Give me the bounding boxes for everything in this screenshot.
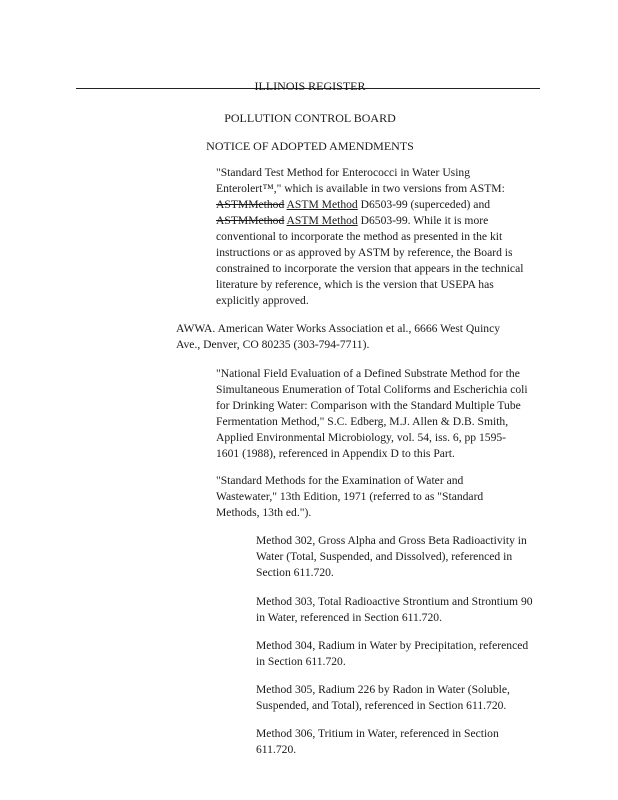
line-rest: D6503-99 (superceded) and [357,198,491,211]
para-line: conventional to incorporate the method as presented in the kit [216,230,503,243]
notice-title: NOTICE OF ADOPTED AMENDMENTS [206,139,414,153]
line-rest: D6503-99. While it is more [357,214,489,227]
para-line: for Drinking Water: Comparison with the Standard Multiple Tube [216,399,521,412]
para-line: Method 302, Gross Alpha and Gross Beta Radioactivity in [256,534,527,547]
para-line [216,197,490,213]
board-title: POLLUTION CONTROL BOARD [224,111,396,125]
para-line: in Section 611.720. [256,655,346,668]
para-line: "Standard Test Method for Enterococci in Water Using [216,166,471,179]
para-line: Suspended, and Total), referenced in Section 611.720. [256,699,507,712]
para-line: "Standard Methods for the Examination of Water and [216,474,464,487]
inserted-text: ASTM Method [286,198,358,211]
inserted-text: ASTM Method [286,214,358,227]
para-line: Method 304, Radium in Water by Precipitation, referenced [256,639,529,652]
para-line: Section 611.720. [256,566,334,579]
register-title: ILLINOIS REGISTER [254,79,366,93]
para-line: Applied Environmental Microbiology, vol. 54, iss. 6, pp 1595- [216,431,507,444]
para-line: Method 303, Total Radioactive Strontium and Strontium 90 [256,595,533,608]
para-line: Fermentation Method," S.C. Edberg, M.J. Allen & D.B. Smith, [216,415,509,428]
para-line: Enterolert™," which is available in two versions from ASTM: [216,182,505,195]
para-line: Method 306, Tritium in Water, referenced in Section [256,727,499,740]
para-line: Water (Total, Suspended, and Dissolved), referenced in [256,550,513,563]
para-line: Wastewater," 13th Edition, 1971 (referred to as "Standard [216,490,484,503]
para-line: literature by reference, which is the version that USEPA has [216,278,494,291]
para-line: AWWA. American Water Works Association et al., 6666 West Quincy [176,322,501,335]
para-line: Methods, 13th ed."). [216,506,312,519]
para-line: Simultaneous Enumeration of Total Coliforms and Escherichia coli [216,383,528,396]
para-line: explicitly approved. [216,294,309,307]
para-line: instructions or as approved by ASTM by reference, the Board is [216,246,513,259]
struck-text: ASTMMethod [216,214,285,227]
para-line: constrained to incorporate the version that appears in the technical [216,262,524,275]
para-line: 611.720. [256,743,297,756]
para-line: in Water, referenced in Section 611.720. [256,611,442,624]
para-line: Method 305, Radium 226 by Radon in Water (Soluble, [256,683,510,696]
para-line [216,213,488,229]
para-line: Ave., Denver, CO 80235 (303-794-7711). [176,338,370,351]
para-line: "National Field Evaluation of a Defined Substrate Method for the [216,367,520,380]
struck-text: ASTMMethod [216,198,285,211]
para-line: 1601 (1988), referenced in Appendix D to this Part. [216,447,455,460]
